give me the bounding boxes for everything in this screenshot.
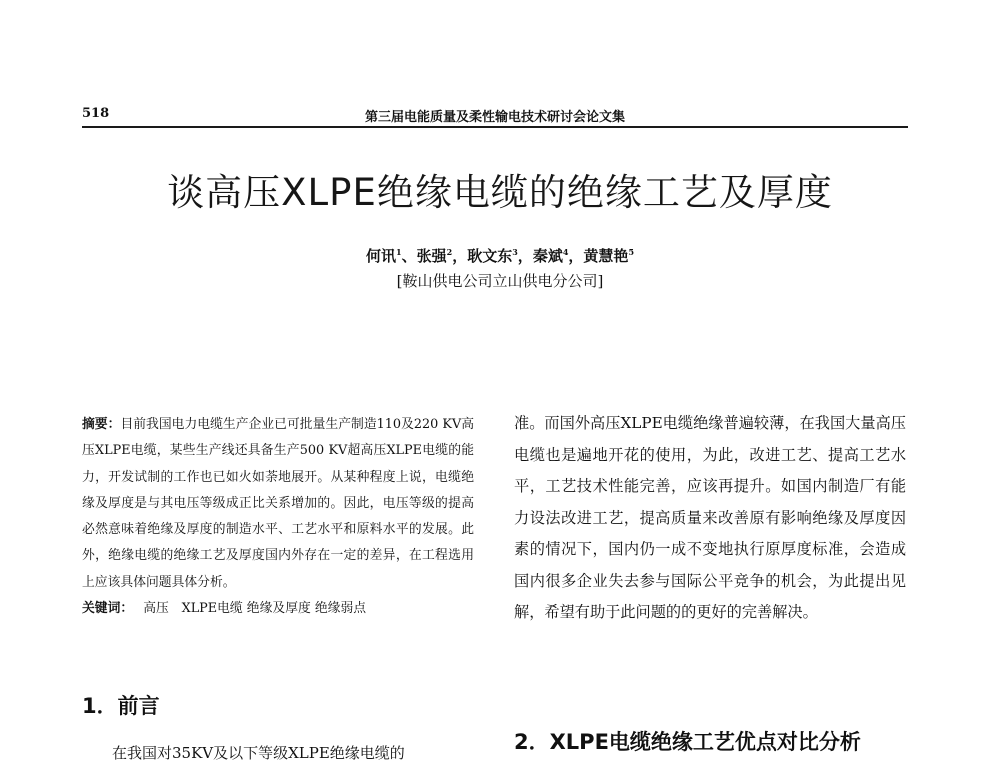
introduction-text: 在我国对35KV及以下等级XLPE绝缘电缆的	[112, 744, 405, 762]
abstract-label: 摘要：	[82, 417, 121, 432]
author-affiliation-mark: 3	[512, 247, 518, 257]
page-number: 518	[82, 106, 110, 121]
author-name: 何讯	[365, 247, 396, 265]
keywords	[82, 596, 474, 622]
author-affiliation-mark: 4	[562, 247, 569, 257]
author-name: 张强	[416, 247, 447, 265]
author-affiliation-mark: 5	[628, 247, 635, 257]
paper-title: 谈高压XLPE绝缘电缆的绝缘工艺及厚度	[167, 171, 833, 214]
keywords-text: 高压 XLPE电缆 绝缘及厚度 绝缘弱点	[143, 601, 367, 617]
author-list: 何讯$^1$、张强$^2$，耿文东$^3$，秦斌$^4$，黄慧艳$^5$	[365, 247, 635, 265]
author-name: 黄慧艳	[583, 247, 629, 265]
section-heading-introduction: 1．前言	[82, 694, 160, 718]
abstract	[82, 412, 474, 596]
running-header	[82, 102, 908, 128]
author-name: 耿文东	[467, 247, 513, 265]
right-column	[514, 408, 906, 629]
keywords-label: 关键词：	[82, 601, 134, 617]
right-column-paragraph: 准。而国外高压XLPE电缆绝缘普遍较薄，在我国大量高压电缆也是遍地开花的使用，为此，改进工艺、提高工艺水平，工艺技术性能完善，应该再提升。如国内制造厂有能力设法改进工艺，提高质量来改善原有影响绝缘及厚度因素的情况下，国内仍一成不变地执行原厚度标准，会造成国内很多企业失去参与国际公平竞争的机会，为此提出见解，希望有助于此问题的的更好的完善解决。	[514, 414, 906, 621]
author-affiliation-mark: 1	[396, 247, 402, 257]
section-heading-comparison: 2．XLPE电缆绝缘工艺优点对比分析	[514, 730, 861, 754]
running-title: 第三届电能质量及柔性输电技术研讨会论文集	[364, 110, 625, 125]
author-name: 秦斌	[532, 247, 563, 265]
author-affiliation-mark: 2	[446, 247, 453, 257]
affiliation: [鞍山供电公司立山供电分公司]	[396, 272, 604, 290]
abstract-text: 目前我国电力电缆生产企业已可批量生产制造110及220 KV高压XLPE电缆，某些生产线还具备生产500 KV超高压XLPE电缆的能力，开发试制的工作也已如火如荼地展开。从某种程度上说，电缆绝缘及厚度是与其电压等级成正比关系增加的。因此，电压等级的提高必然意味着绝缘及厚度的制造水平、工艺水平和原料水平的发展。此外，绝缘电缆的绝缘工艺及厚度国内外存在一定的差异，在工程选用上应该具体问题具体分析。	[82, 417, 474, 590]
left-column	[82, 412, 474, 622]
